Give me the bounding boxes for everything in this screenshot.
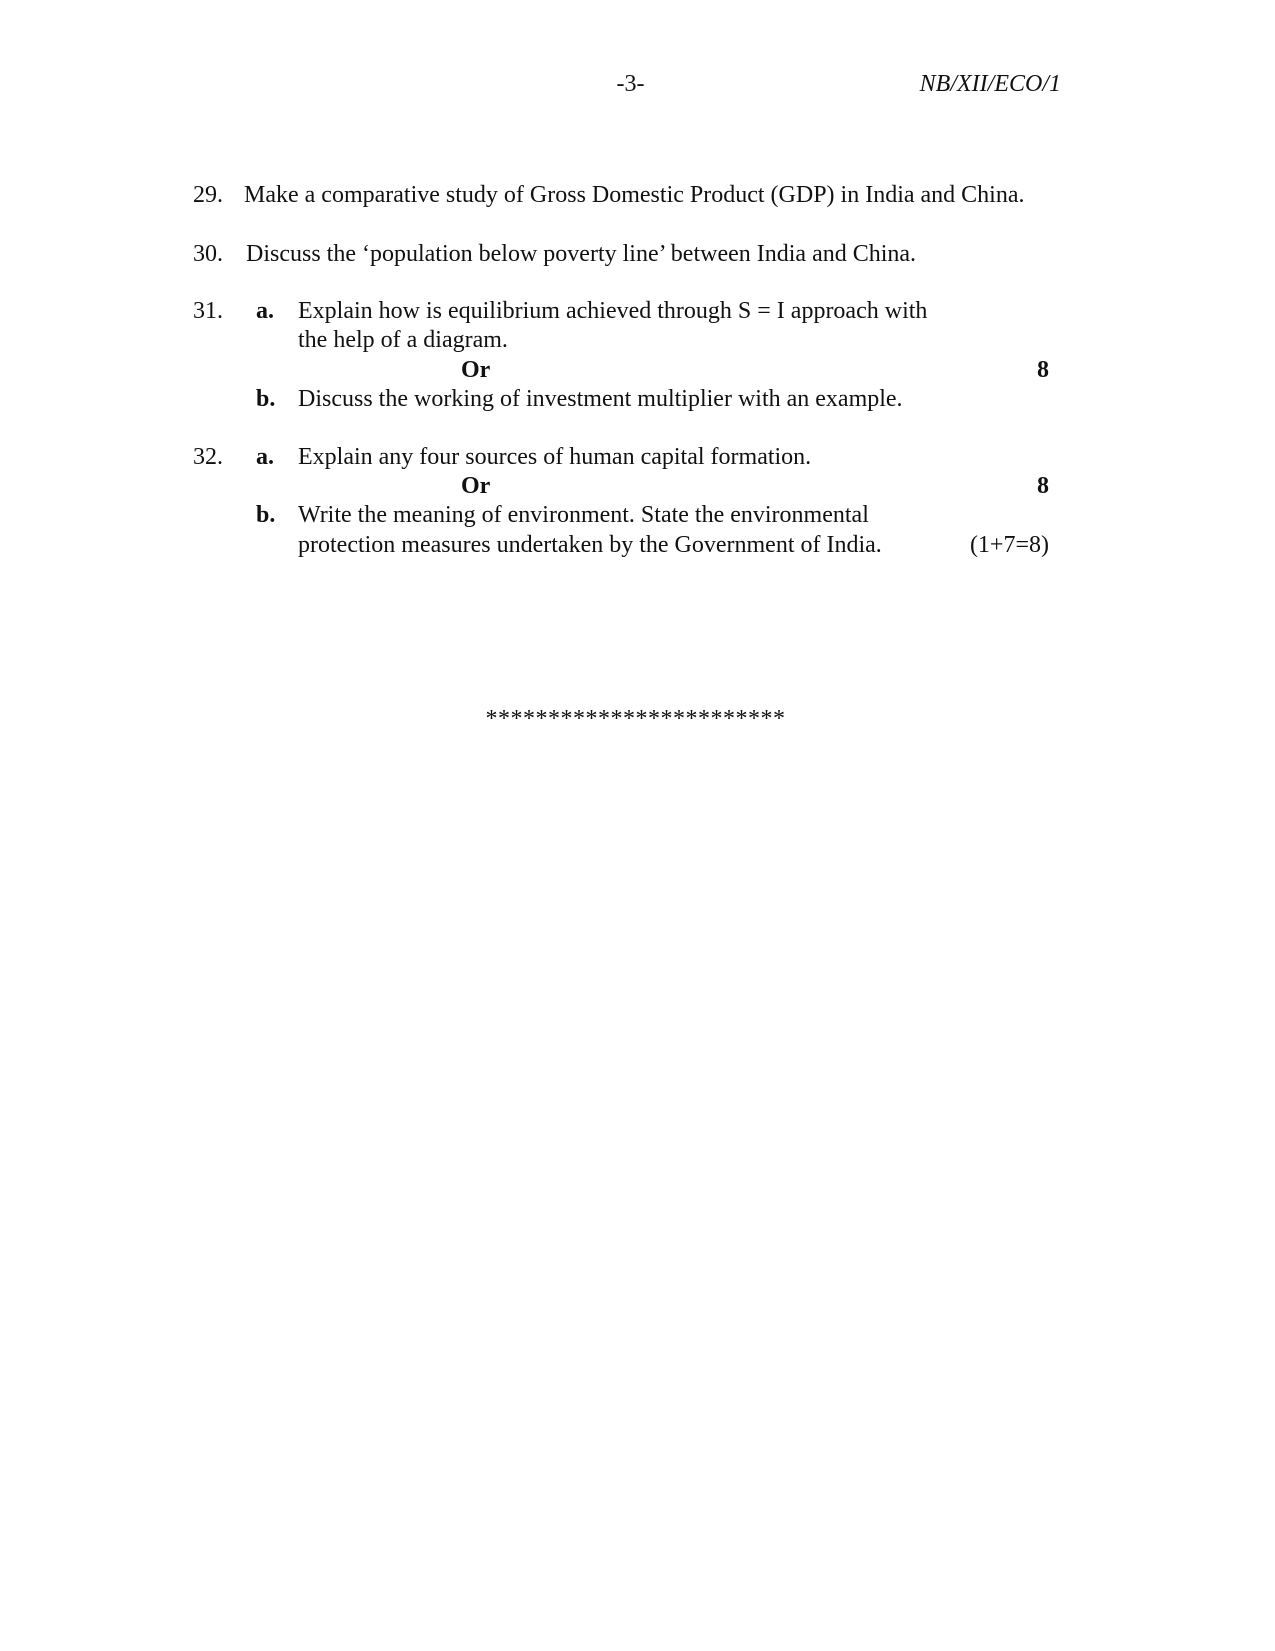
page-number xyxy=(0,70,1275,99)
question-31-marks: 8 xyxy=(1037,357,1049,383)
question-30-number: 30. xyxy=(193,241,223,267)
page-number-text: -3- xyxy=(616,71,645,97)
question-31-part-b-label: b. xyxy=(256,386,276,412)
question-31-number: 31. xyxy=(193,298,223,324)
question-32-part-a-line-1: Explain any four sources of human capital formation. xyxy=(298,444,812,470)
paper-code: NB/XII/ECO/1 xyxy=(919,71,1061,97)
question-32-part-b-label: b. xyxy=(256,502,276,528)
end-marker-text: ************************ xyxy=(485,706,786,732)
question-31-part-a-line-1: Explain how is equilibrium achieved through S = I approach with xyxy=(298,298,928,324)
question-32-part-b-line-1: Write the meaning of environment. State the environmental xyxy=(298,502,869,528)
question-31-part-b-line-1: Discuss the working of investment multiplier with an example. xyxy=(298,386,903,412)
question-32-part-b-line-2: protection measures undertaken by the Government of India. xyxy=(298,532,882,558)
question-32-or-label: Or xyxy=(461,473,491,499)
question-31-part-a-line-2: the help of a diagram. xyxy=(298,327,508,353)
question-32-part-a-label: a. xyxy=(256,444,274,470)
question-32-marks: 8 xyxy=(1037,473,1049,499)
end-of-paper-divider xyxy=(0,705,1275,734)
question-32-marks-breakdown: (1+7=8) xyxy=(969,532,1049,558)
question-29-number: 29. xyxy=(193,182,223,208)
question-32-number: 32. xyxy=(193,444,223,470)
question-31-or-label: Or xyxy=(461,357,491,383)
question-29-text: Make a comparative study of Gross Domestic Product (GDP) in India and China. xyxy=(244,182,1025,208)
question-31-part-a-label: a. xyxy=(256,298,274,324)
question-30-text: Discuss the ‘population below poverty line’ between India and China. xyxy=(246,241,917,267)
